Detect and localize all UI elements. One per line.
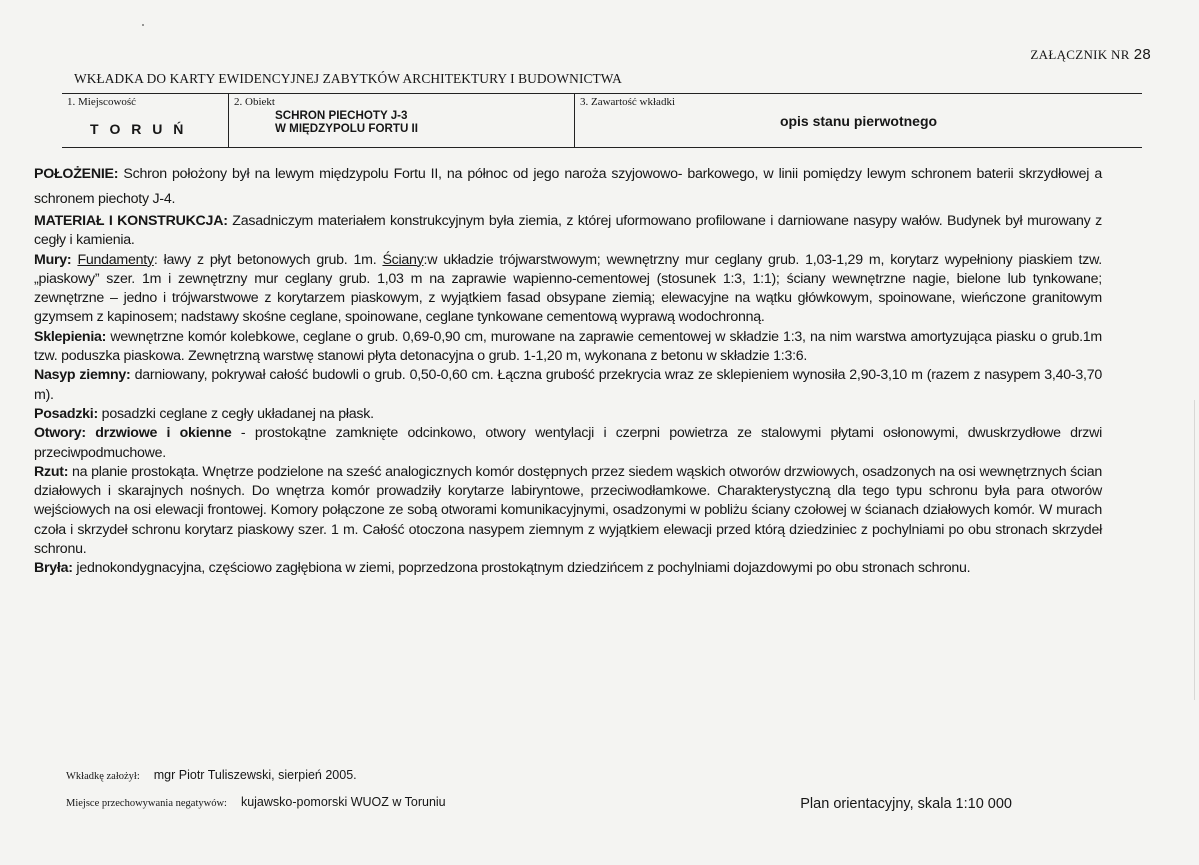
mury-heading: Mury:	[34, 251, 72, 268]
storage-line	[66, 795, 446, 809]
place-value: T O R U Ń	[90, 121, 187, 137]
posadzki-heading: Posadzki:	[34, 405, 98, 422]
fundamenty-text: : ławy z płyt betonowych grub. 1m.	[153, 251, 383, 268]
nasyp-text: darniowany, pokrywał całość budowli o grub. 0,50-0,60 cm. Łączna grubość przekrycia wraz ze sklepieniem wynosiła 2,90-3,10 m (razem z nasypem 3,40-3,70 m).	[34, 367, 1102, 403]
otwory-heading: Otwory: drzwiowe i okienne	[34, 425, 232, 442]
object-line-1: SCHRON PIECHOTY J-3	[275, 109, 408, 122]
section-bryla	[34, 559, 1102, 578]
scan-edge	[1194, 400, 1195, 700]
storage-value: kujawsko-pomorski WUOZ w Toruniu	[240, 795, 446, 809]
bryla-heading: Bryła:	[34, 560, 73, 577]
bryla-text: jednokondygnacyjna, częściowo zagłębiona w ziemi, poprzedzona prostokątnym dziedzińcem z pochylniami dojazdowymi po obu stronach schronu.	[72, 560, 971, 577]
annex-value: 28	[1133, 46, 1151, 63]
sklepienia-text: wewnętrzne komór kolebkowe, ceglane o grub. 0,69-0,90 cm, murowane na zaprawie cementowej w składzie 1:3, na nim warstwa amortyzująca piasku o grub.1m tzw. poduszka piaskowa. Zewnętrzną warstwę stanowi płyta detonacyjna o grub. 1-1,20 m, wykonana z betonu w składzie 1:3:6.	[34, 328, 1102, 365]
annex-number	[1030, 46, 1151, 63]
otwory-text: - prostokątne zamknięte odcinkowo, otwory wentylacji i czerpni powietrza ze stalowymi płytami osłonowymi, dwuskrzydłowe drzwi przeciwpodmuchowe.	[34, 425, 1103, 461]
section-mury	[34, 251, 1102, 328]
description-body	[34, 162, 1102, 579]
sciany-label: Ściany	[382, 251, 424, 268]
content-cell	[574, 94, 1142, 147]
object-value	[275, 109, 418, 135]
rzut-heading: Rzut:	[34, 463, 69, 480]
storage-label: Miejsce przechowywania negatywów:	[66, 798, 227, 809]
sciany-text: :w układzie trójwarstwowym; wewnętrzny mur ceglany grub. 1,03-1,29 m, korytarz wypełniony piaskiem tzw. „piaskowy” szer. 1m i zewnętrzny mur ceglany grub. 1,03 m na zaprawie wapienno-cementowej (stosunek 1:3, 1:1); ściany wewnętrzne nagie, bielone lub tynkowane; zewnętrzne – jedno i trójwarstwowe z korytarzem piaskowym, z wyjątkiem fasad obsypane ziemią; elewacyjne na wątku główkowym, spoinowane, wieńczone granitowym gzymsem z kapinosem; nadstawy skośne ceglane, spoinowane, ceglane tynkowane cementową wyprawą wodochronną.	[34, 251, 1102, 326]
object-label: 2. Obiekt	[234, 96, 275, 108]
section-polozenie	[34, 162, 1102, 212]
material-text: Zasadniczym materiałem konstrukcyjnym była ziemia, z której uformowano profilowane i darniowane nasypy wałów. Budynek był murowany z cegły i kamienia.	[34, 213, 1102, 249]
scan-speck	[142, 24, 144, 26]
card-title: WKŁADKA DO KARTY EWIDENCYJNEJ ZABYTKÓW ARCHITEKTURY I BUDOWNICTWA	[74, 71, 622, 86]
section-posadzki	[34, 405, 1102, 424]
sklepienia-heading: Sklepienia:	[34, 328, 107, 345]
polozenie-heading: POŁOŻENIE:	[34, 166, 119, 182]
rzut-text: na planie prostokąta. Wnętrze podzielone na sześć analogicznych komór dostępnych przez siedem wąskich otworów drzwiowych, osadzonych na osi wewnętrznych ścian działowych i skarajnych nośnych. Do wnętrza komór prowadziły korytarze labiryntowe, przeciwodłamkowe. Charakterystyczną dla tego typu schronu była para otworów wejściowych na osi elewacji frontowej. Komory połączone ze sobą otworami komunikacyjnymi, osadzonymi w pobliżu ściany czołowej w ścianach działowych komór. W murach czoła i skrzydeł schronu korytarz piaskowy szer. 1 m. Całość otoczona nasypem ziemnym z wyjątkiem elewacji przed którą dziedziniec z pochylniami po obu stronach skrzydeł schronu.	[34, 463, 1102, 558]
plan-scale: Plan orientacyjny, skala 1:10 000	[800, 796, 1012, 812]
material-heading: MATERIAŁ I KONSTRUKCJA:	[34, 213, 228, 229]
nasyp-heading: Nasyp ziemny:	[34, 367, 131, 384]
content-value: opis stanu pierwotnego	[779, 113, 938, 129]
place-cell	[62, 94, 228, 147]
object-line-2: W MIĘDZYPOLU FORTU II	[275, 122, 418, 135]
object-cell	[228, 94, 574, 147]
posadzki-text: posadzki ceglane z cegły układanej na płask.	[97, 405, 374, 422]
section-nasyp	[34, 366, 1102, 405]
author-value: mgr Piotr Tuliszewski, sierpień 2005.	[153, 768, 357, 782]
annex-label: ZAŁĄCZNIK NR	[1030, 47, 1130, 62]
header-table	[62, 93, 1142, 148]
place-label: 1. Miejscowość	[67, 96, 137, 108]
author-line	[66, 768, 357, 782]
section-material	[34, 212, 1102, 251]
content-label: 3. Zawartość wkładki	[580, 96, 675, 108]
polozenie-text: Schron położony był na lewym międzypolu Fortu II, na północ od jego naroża szyjowowo- barkowego, w linii pomiędzy lewym schronem baterii skrzydłowej a schronem piechoty J-4.	[34, 166, 1102, 207]
section-rzut	[34, 463, 1102, 559]
section-otwory	[34, 424, 1102, 463]
section-sklepienia	[34, 328, 1102, 367]
author-label: Wkładkę założył:	[66, 771, 140, 782]
fundamenty-label: Fundamenty	[77, 251, 154, 268]
